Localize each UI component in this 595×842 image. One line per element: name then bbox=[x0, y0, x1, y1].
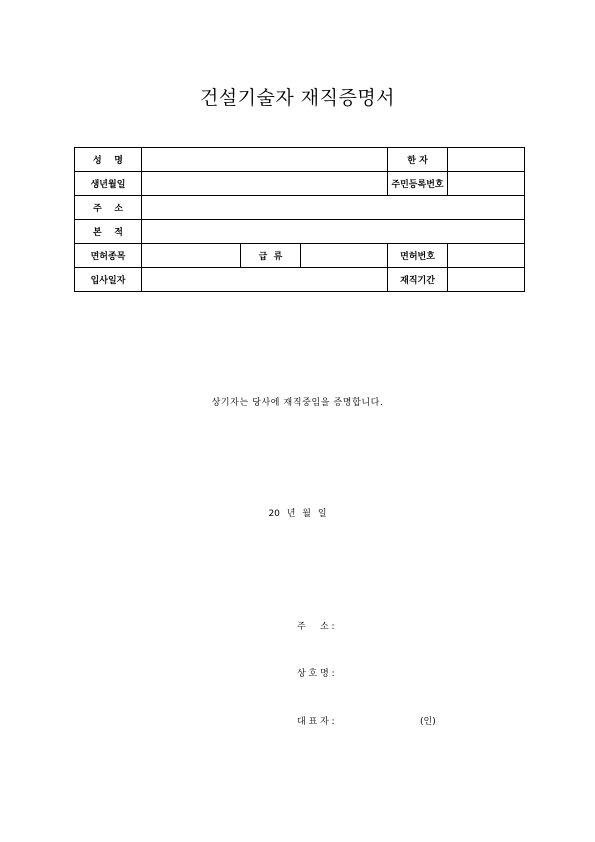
origin-field[interactable] bbox=[142, 220, 525, 244]
certification-statement: 상기자는 당사에 재직중임을 증명합니다. bbox=[211, 398, 384, 408]
grade-field[interactable] bbox=[301, 244, 388, 268]
tenure-field[interactable] bbox=[448, 268, 525, 292]
ceo-label: 대 표 자 : bbox=[297, 717, 335, 727]
hire-date-label: 입사일자 bbox=[75, 268, 142, 292]
table-row bbox=[75, 220, 525, 244]
table-row bbox=[75, 244, 525, 268]
table-row bbox=[75, 196, 525, 220]
table-row bbox=[75, 268, 525, 292]
table-row bbox=[75, 172, 525, 196]
address-field[interactable] bbox=[142, 196, 525, 220]
employment-info-table bbox=[74, 147, 525, 292]
license-number-label: 면허번호 bbox=[388, 244, 448, 268]
resident-number-label: 주민등록번호 bbox=[388, 172, 448, 196]
tenure-label: 재직기간 bbox=[388, 268, 448, 292]
grade-label: 급 류 bbox=[241, 244, 301, 268]
license-type-label: 면허종목 bbox=[75, 244, 142, 268]
hanja-label: 한 자 bbox=[388, 148, 448, 172]
seal-mark: (인) bbox=[420, 717, 436, 727]
page-title: 건설기술자 재직증명서 bbox=[199, 87, 396, 109]
birth-date-field[interactable] bbox=[142, 172, 388, 196]
table-row bbox=[75, 148, 525, 172]
name-label: 성 명 bbox=[75, 148, 142, 172]
birth-date-label: 생년월일 bbox=[75, 172, 142, 196]
issue-date: 20 년 월 일 bbox=[268, 509, 327, 519]
company-address-label: 주 소 : bbox=[297, 622, 335, 632]
resident-number-field[interactable] bbox=[448, 172, 525, 196]
name-field[interactable] bbox=[142, 148, 388, 172]
origin-label: 본 적 bbox=[75, 220, 142, 244]
address-label: 주 소 bbox=[75, 196, 142, 220]
license-number-field[interactable] bbox=[448, 244, 525, 268]
license-type-field[interactable] bbox=[142, 244, 241, 268]
hire-date-field[interactable] bbox=[142, 268, 388, 292]
company-name-label: 상 호 명 : bbox=[297, 669, 335, 679]
hanja-field[interactable] bbox=[448, 148, 525, 172]
